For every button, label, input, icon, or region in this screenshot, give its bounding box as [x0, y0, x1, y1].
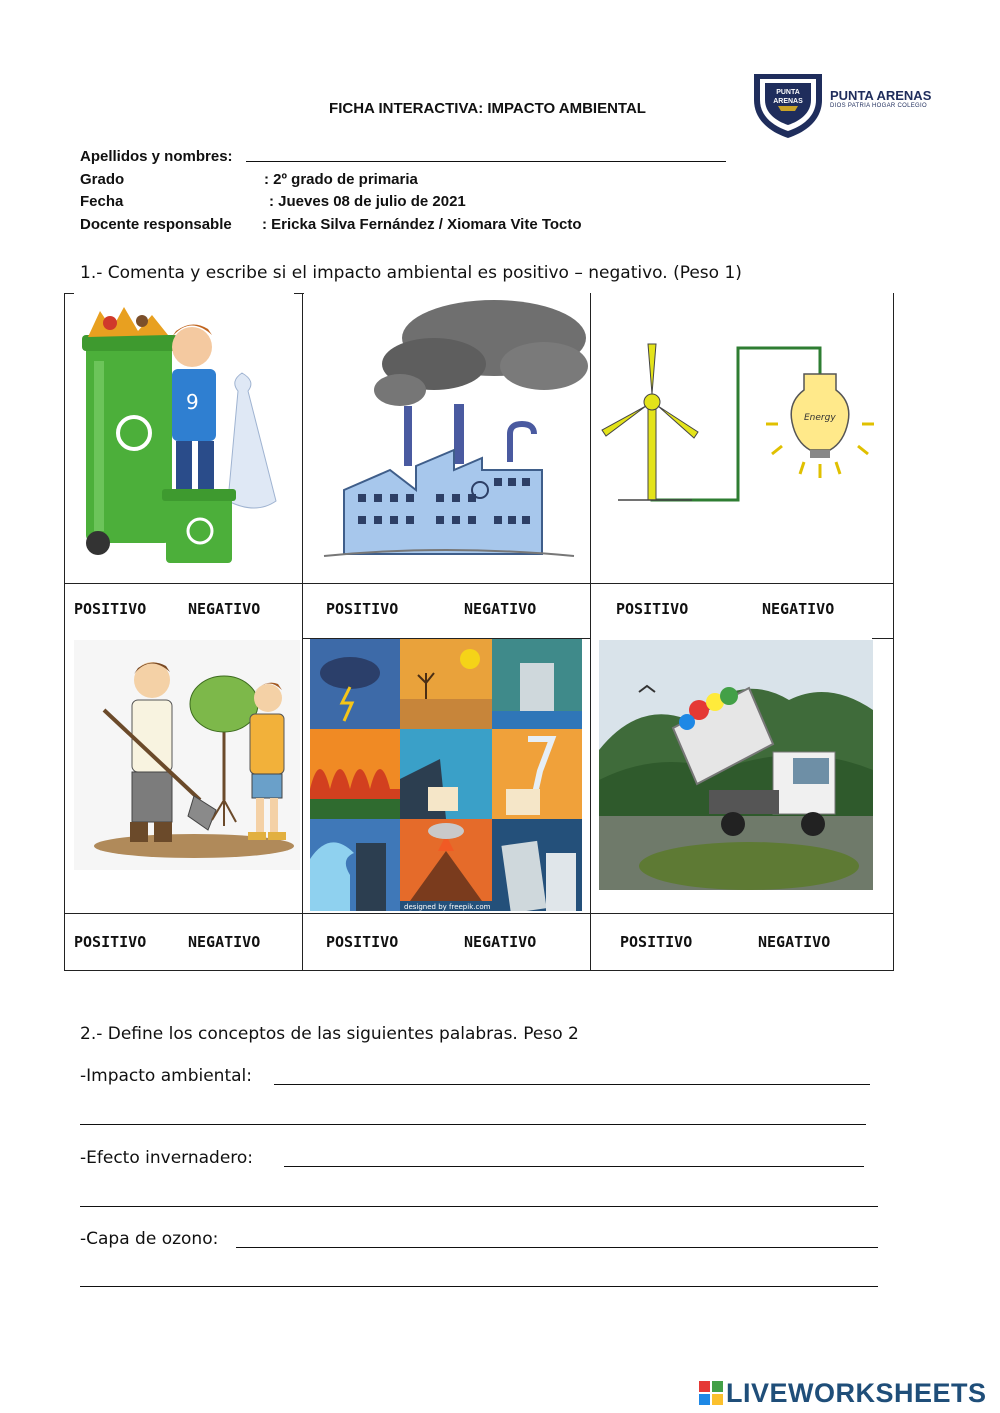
capa-ozono-label: -Capa de ozono: — [80, 1229, 219, 1249]
name-blank-line[interactable] — [242, 146, 726, 169]
svg-text:ARENAS: ARENAS — [773, 98, 803, 105]
recycling-boy-image — [80, 301, 286, 569]
grade-label: Grado — [80, 170, 125, 188]
svg-text:9: 9 — [186, 390, 199, 414]
negative-option[interactable]: NEGATIVO — [762, 600, 835, 618]
capa-ozono-answer-line[interactable] — [236, 1247, 878, 1248]
efecto-invernadero-answer-line[interactable] — [284, 1166, 864, 1167]
truck-dumping-garbage-image — [599, 640, 873, 890]
page-title: FICHA INTERACTIVA: IMPACTO AMBIENTAL — [329, 100, 646, 117]
svg-text:PUNTA: PUNTA — [776, 89, 800, 96]
positive-option[interactable]: POSITIVO — [620, 933, 693, 951]
negative-option[interactable]: NEGATIVO — [758, 933, 831, 951]
factory-pollution-image — [304, 294, 590, 582]
negative-option[interactable]: NEGATIVO — [464, 933, 537, 951]
impacto-ambiental-answer-line-2[interactable] — [80, 1124, 866, 1125]
impacto-ambiental-answer-line[interactable] — [274, 1084, 870, 1085]
positive-option[interactable]: POSITIVO — [74, 933, 147, 951]
liveworksheets-brand: LIVEWORKSHEETS — [698, 1378, 987, 1409]
school-logo — [750, 70, 930, 140]
positive-option[interactable]: POSITIVO — [616, 600, 689, 618]
positive-option[interactable]: POSITIVO — [74, 600, 147, 618]
planting-tree-image — [74, 640, 300, 870]
efecto-invernadero-answer-line-2[interactable] — [80, 1206, 878, 1207]
wind-energy-bulb-image — [598, 294, 884, 572]
name-label: Apellidos y nombres: — [80, 148, 233, 165]
efecto-invernadero-label: -Efecto invernadero: — [80, 1148, 254, 1168]
negative-option[interactable]: NEGATIVO — [188, 933, 261, 951]
teacher-value: : Ericka Silva Fernández / Xiomara Vite Tocto — [262, 215, 582, 233]
date-value: : Jueves 08 de julio de 2021 — [269, 193, 466, 210]
teacher-label: Docente responsable — [80, 215, 232, 233]
question-2-text: 2.- Define los conceptos de las siguientes palabras. Peso 2 — [80, 1024, 579, 1044]
question-1-text: 1.- Comenta y escribe si el impacto ambiental es positivo – negativo. (Peso 1) — [80, 263, 742, 283]
svg-text:Energy: Energy — [804, 413, 836, 423]
positive-option[interactable]: POSITIVO — [326, 933, 399, 951]
positive-option[interactable]: POSITIVO — [326, 600, 399, 618]
school-motto: DIOS PATRIA HOGAR COLEGIO — [830, 103, 927, 109]
impact-grid — [64, 293, 894, 971]
date-label: Fecha — [80, 193, 124, 210]
grade-value: : 2º grado de primaria — [264, 170, 418, 188]
negative-option[interactable]: NEGATIVO — [464, 600, 537, 618]
natural-disasters-image — [310, 639, 582, 911]
liveworksheets-logo-icon — [698, 1380, 724, 1406]
capa-ozono-answer-line-2[interactable] — [80, 1286, 878, 1287]
impacto-ambiental-label: -Impacto ambiental: — [80, 1066, 252, 1086]
school-logo-text — [830, 88, 930, 109]
school-shield-icon — [750, 70, 826, 140]
school-name: PUNTA ARENAS — [830, 88, 932, 103]
svg-text:designed by freepik.com: designed by freepik.com — [404, 903, 491, 911]
negative-option[interactable]: NEGATIVO — [188, 600, 261, 618]
